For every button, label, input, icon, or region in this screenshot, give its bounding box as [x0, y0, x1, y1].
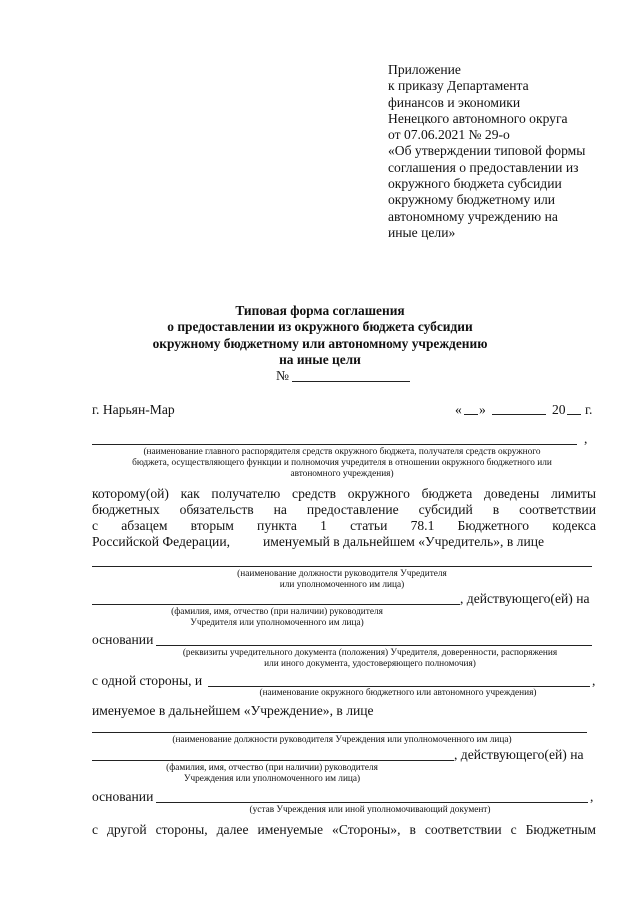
named-institution-label: именуемое в дальнейшем «Учреждение», в лице [92, 703, 374, 718]
title-line: на иные цели [279, 351, 361, 367]
acting-label: , действующего(ей) на [454, 747, 584, 762]
caption-line: Учреждения или уполномоченного им лица) [183, 774, 361, 784]
month-field[interactable] [492, 414, 546, 415]
institution-name-field[interactable] [208, 686, 590, 687]
caption-line: (фамилия, имя, отчество (при наличии) руководителя [166, 763, 378, 773]
caption-line: или уполномоченного им лица) [279, 580, 405, 590]
paragraph-1-line: бюджетных обязательств на предоставление субсидий в соответствии [92, 502, 596, 517]
date-open-quote: « [455, 402, 462, 417]
document-title [0, 303, 640, 368]
title-line: окружному бюджетному или автономному учреждению [152, 335, 488, 351]
caption-founder-position [92, 569, 592, 591]
appendix-line: окружному бюджетному или [388, 192, 556, 208]
comma: , [584, 431, 588, 446]
appendix-line: автономному учреждению на [388, 208, 558, 224]
appendix-line: Ненецкого автономного округа [388, 110, 568, 126]
appendix-line: Приложение [388, 62, 461, 77]
founder-position-field[interactable] [92, 566, 592, 567]
caption-founder-basis [140, 648, 600, 670]
caption-founder-fio [92, 607, 462, 629]
closing-line: с другой стороны, далее именуемые «Стороны», в соответствии с Бюджетным [92, 822, 596, 837]
title-line: Типовая форма соглашения [235, 303, 405, 318]
city-label: г. Нарьян-Мар [92, 402, 175, 417]
day-field[interactable] [464, 414, 478, 415]
comma: , [592, 673, 596, 688]
title-line: о предоставлении из окружного бюджета субсидии [167, 319, 473, 335]
appendix-line: «Об утверждении типовой формы [388, 143, 586, 159]
basis-label: основании [92, 632, 154, 647]
caption-line: бюджета, осуществляющего функции и полномочия учредителя в отношении окружного бюджетного или [132, 458, 552, 468]
caption-line: (реквизиты учредительного документа (положения) Учредителя, доверенности, распоряжения [182, 648, 558, 658]
paragraph-1-last-right: именуемый в дальнейшем «Учредитель», в лице [263, 534, 545, 549]
paragraph-1-line: с абзацем вторым пункта 1 статьи 78.1 Бюджетного кодекса [92, 518, 596, 533]
caption-inst-fio [92, 763, 452, 785]
caption-line: или иного документа, удостоверяющего полномочия) [264, 659, 476, 669]
appendix-line: иные цели» [388, 224, 456, 240]
year-prefix: 20 [552, 402, 566, 417]
institution-position-field[interactable] [92, 732, 587, 733]
acting-label: , действующего(ей) на [460, 591, 590, 606]
caption-line: (наименование должности руководителя Учредителя [237, 569, 447, 579]
institution-basis-field[interactable] [156, 802, 588, 803]
caption-institution: (наименование окружного бюджетного или автономного учреждения) [259, 688, 537, 698]
appendix-line: к приказу Департамента [388, 78, 529, 94]
date-close-quote: » [479, 402, 486, 417]
founder-fio-field[interactable] [92, 604, 460, 605]
number-sign: № [276, 368, 289, 383]
appendix-block [388, 62, 585, 241]
founder-basis-field[interactable] [156, 645, 592, 646]
basis-label: основании [92, 789, 154, 804]
appendix-line: финансов и экономики [388, 94, 521, 110]
comma: , [590, 789, 594, 804]
institution-fio-field[interactable] [92, 760, 454, 761]
year-suffix: г. [585, 402, 593, 417]
caption-line: (наименование главного распорядителя средств окружного бюджета, получателя средств окружного [143, 447, 541, 457]
grbs-name-field[interactable] [92, 444, 577, 445]
caption-line: автономного учреждения) [290, 469, 394, 479]
caption-line: Учредителя или уполномоченного им лица) [190, 618, 364, 628]
caption-inst-position: (наименование должности руководителя Учреждения или уполномоченного им лица) [172, 735, 512, 745]
paragraph-1-last-left: Российской Федерации, [92, 534, 230, 549]
one-side-label: с одной стороны, и [92, 673, 203, 688]
caption-inst-basis: (устав Учреждения или иной уполномочивающий документ) [249, 805, 491, 815]
appendix-line: соглашения о предоставлении из [388, 159, 579, 175]
caption-grbs [92, 447, 592, 480]
year-field[interactable] [567, 414, 581, 415]
number-field[interactable] [292, 381, 410, 382]
paragraph-1-line: которому(ой) как получателю средств окружного бюджета доведены лимиты [92, 486, 596, 501]
appendix-line: от 07.06.2021 № 29-о [388, 127, 510, 143]
caption-line: (фамилия, имя, отчество (при наличии) руководителя [171, 607, 383, 617]
appendix-line: окружного бюджета субсидии [388, 176, 562, 192]
